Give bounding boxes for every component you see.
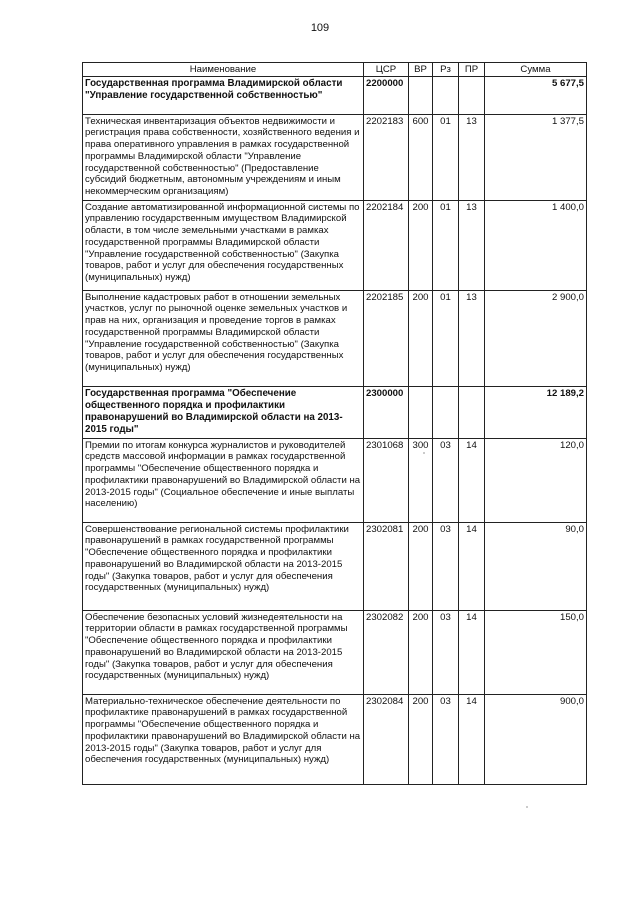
header-csr: ЦСР [364, 63, 409, 77]
row-sum: 1 377,5 [485, 114, 587, 200]
table-row [83, 200, 587, 290]
row-csr: 2200000 [364, 76, 409, 114]
row-csr: 2301068 [364, 438, 409, 522]
row-rz: 01 [433, 290, 459, 386]
row-name: Техническая инвентаризация объектов недвижимости и регистрация права собственности, хозяйственного ведения и права оперативного управления в рамках государственной программы Владимирской области "Управление государственной собственностью" (Предоставление субсидий бюджетным, автономным учреждениям и иным некоммерческим организациям) [83, 114, 364, 200]
scan-speck [526, 806, 528, 808]
row-pr: 14 [459, 522, 485, 610]
row-pr: 13 [459, 290, 485, 386]
page-number: 109 [310, 22, 330, 34]
table-row [83, 694, 587, 784]
row-sum: 5 677,5 [485, 76, 587, 114]
row-name: Материально-техническое обеспечение деятельности по профилактике правонарушений в рамках государственной программы "Обеспечение общественного порядка и профилактики правонарушений во Владимирской области на 2013-2015 годы" (Закупка товаров, работ и услуг для обеспечения государственных (муниципальных) нужд) [83, 694, 364, 784]
row-vr: 300 [409, 438, 433, 522]
row-vr: 200 [409, 290, 433, 386]
row-vr: 200 [409, 694, 433, 784]
row-rz: 01 [433, 200, 459, 290]
row-pr: 13 [459, 114, 485, 200]
row-vr: 200 [409, 610, 433, 694]
row-sum: 2 900,0 [485, 290, 587, 386]
header-name: Наименование [83, 63, 364, 77]
row-pr: 14 [459, 610, 485, 694]
row-name: Обеспечение безопасных условий жизнедеятельности на территории области в рамках государственной программы "Обеспечение общественного порядка и профилактики правонарушений во Владимирской области на 2013-2015 годы" (Закупка товаров, работ и услуг для обеспечения государственных (муниципальных) нужд) [83, 610, 364, 694]
row-pr: 14 [459, 438, 485, 522]
row-csr: 2202183 [364, 114, 409, 200]
header-sum: Сумма [485, 63, 587, 77]
row-sum: 12 189,2 [485, 386, 587, 438]
table-header-row [83, 63, 587, 77]
row-vr [409, 386, 433, 438]
row-rz [433, 76, 459, 114]
table-row [83, 438, 587, 522]
row-sum: 900,0 [485, 694, 587, 784]
row-vr: 600 [409, 114, 433, 200]
row-rz: 03 [433, 610, 459, 694]
row-csr: 2202184 [364, 200, 409, 290]
row-csr: 2302084 [364, 694, 409, 784]
row-name: Премии по итогам конкурса журналистов и руководителей средств массовой информации в рамках государственной программы "Обеспечение общественного порядка и профилактики правонарушений во Владимирской области на 2013-2015 годы" (Социальное обеспечение и иные выплаты населению) [83, 438, 364, 522]
table-row [83, 610, 587, 694]
row-vr: 200 [409, 200, 433, 290]
header-rz: Рз [433, 63, 459, 77]
row-rz: 03 [433, 522, 459, 610]
row-pr [459, 386, 485, 438]
row-csr: 2302081 [364, 522, 409, 610]
row-name: Государственная программа "Обеспечение общественного порядка и профилактики правонарушений во Владимирской области на 2013-2015 годы" [83, 386, 364, 438]
row-sum: 150,0 [485, 610, 587, 694]
row-pr [459, 76, 485, 114]
table-row [83, 290, 587, 386]
table-row [83, 114, 587, 200]
row-csr: 2300000 [364, 386, 409, 438]
row-name: Совершенствование региональной системы профилактики правонарушений в рамках государственной программы "Обеспечение общественного порядка и профилактики правонарушений во Владимирской области на 2013-2015 годы" (Закупка товаров, работ и услуг для обеспечения государственных (муниципальных) нужд) [83, 522, 364, 610]
header-vr: ВР [409, 63, 433, 77]
header-pr: ПР [459, 63, 485, 77]
row-csr: 2202185 [364, 290, 409, 386]
table-row [83, 522, 587, 610]
row-sum: 120,0 [485, 438, 587, 522]
row-name: Государственная программа Владимирской области "Управление государственной собственностью" [83, 76, 364, 114]
row-sum: 1 400,0 [485, 200, 587, 290]
row-vr: 200 [409, 522, 433, 610]
row-pr: 13 [459, 200, 485, 290]
row-rz [433, 386, 459, 438]
row-name: Создание автоматизированной информационной системы по управлению государственным имуществом Владимирской области, в том числе земельными участками в рамках государственной программы Владимирской области "Управление государственной собственностью" (Закупка товаров, работ и услуг для обеспечения государственных (муниципальных) нужд) [83, 200, 364, 290]
table-row [83, 76, 587, 114]
row-rz: 01 [433, 114, 459, 200]
row-rz: 03 [433, 438, 459, 522]
table-row [83, 386, 587, 438]
row-sum: 90,0 [485, 522, 587, 610]
row-name: Выполнение кадастровых работ в отношении земельных участков, услуг по рыночной оценке земельных участков и прав на них, организация и проведение торгов в рамках государственной программы Владимирской области "Управление государственной собственностью" (Закупка товаров, работ и услуг для обеспечения государственных (муниципальных) нужд) [83, 290, 364, 386]
row-vr [409, 76, 433, 114]
scan-speck [423, 452, 425, 454]
budget-table [82, 62, 587, 785]
row-csr: 2302082 [364, 610, 409, 694]
row-pr: 14 [459, 694, 485, 784]
row-rz: 03 [433, 694, 459, 784]
